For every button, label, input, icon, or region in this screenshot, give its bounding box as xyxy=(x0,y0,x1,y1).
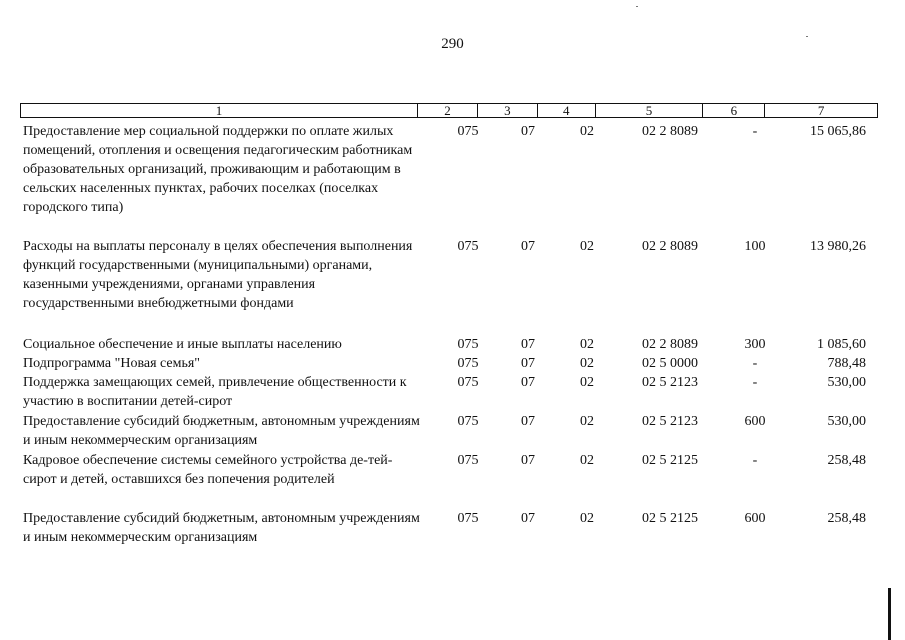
row-kbs: 075 xyxy=(457,511,479,526)
row-vr: - xyxy=(752,375,758,390)
row-prz: 02 xyxy=(580,239,594,254)
row-kbs: 075 xyxy=(457,124,479,139)
row-sum: 530,00 xyxy=(827,375,866,390)
row-prz: 02 xyxy=(580,124,594,139)
header-col-1: 1 xyxy=(21,104,418,117)
header-col-3: 3 xyxy=(478,104,538,117)
header-col-6: 6 xyxy=(703,104,765,117)
row-vr: 600 xyxy=(744,414,766,429)
page-number: 290 xyxy=(441,36,464,52)
row-vr: 600 xyxy=(744,511,766,526)
row-rz: 07 xyxy=(521,124,535,139)
scan-edge-bar xyxy=(888,588,891,640)
row-rz: 07 xyxy=(521,337,535,352)
row-vr: - xyxy=(752,356,758,371)
row-sum: 13 980,26 xyxy=(810,239,866,254)
row-name: Предоставление субсидий бюджетным, автономным учреждениям и иным некоммерческим организациям xyxy=(23,414,420,448)
row-name: Кадровое обеспечение системы семейного устройства де-тей-сирот и детей, оставшихся без попечения родителей xyxy=(23,453,393,487)
row-csr: 02 5 2125 xyxy=(642,453,698,468)
row-sum: 1 085,60 xyxy=(817,337,866,352)
header-col-4: 4 xyxy=(538,104,596,117)
row-kbs: 075 xyxy=(457,356,479,371)
row-sum: 15 065,86 xyxy=(810,124,866,139)
row-rz: 07 xyxy=(521,375,535,390)
row-rz: 07 xyxy=(521,239,535,254)
row-name: Социальное обеспечение и иные выплаты населению xyxy=(23,337,342,352)
row-name: Расходы на выплаты персоналу в целях обеспечения выполнения функций государственными (муниципальными) органами, казенными учреждениями, органами управления государственными внебюджетными фондами xyxy=(23,239,413,311)
row-kbs: 075 xyxy=(457,414,479,429)
row-csr: 02 2 8089 xyxy=(642,239,698,254)
row-sum: 258,48 xyxy=(827,511,866,526)
row-name: Предоставление мер социальной поддержки по оплате жилых помещений, отопления и освещения педагогическим работникам образовательных организаций, проживающим и работающим в сельских населенных пунктах, рабочих поселках (поселках городского типа) xyxy=(23,124,413,215)
row-name: Подпрограмма "Новая семья" xyxy=(23,356,201,371)
row-sum: 530,00 xyxy=(827,414,866,429)
row-kbs: 075 xyxy=(457,239,479,254)
row-csr: 02 5 0000 xyxy=(642,356,698,371)
row-vr: 100 xyxy=(744,239,766,254)
row-csr: 02 5 2123 xyxy=(642,414,698,429)
row-kbs: 075 xyxy=(457,453,479,468)
row-sum: 788,48 xyxy=(827,356,866,371)
table-header xyxy=(20,103,878,118)
row-name: Предоставление субсидий бюджетным, автономным учреждениям и иным некоммерческим организациям xyxy=(23,511,420,545)
row-rz: 07 xyxy=(521,453,535,468)
row-rz: 07 xyxy=(521,356,535,371)
row-rz: 07 xyxy=(521,414,535,429)
header-col-2: 2 xyxy=(418,104,478,117)
row-prz: 02 xyxy=(580,414,594,429)
row-csr: 02 5 2123 xyxy=(642,375,698,390)
scan-speck xyxy=(636,6,638,7)
row-sum: 258,48 xyxy=(827,453,866,468)
row-csr: 02 2 8089 xyxy=(642,124,698,139)
row-prz: 02 xyxy=(580,453,594,468)
row-prz: 02 xyxy=(580,511,594,526)
row-vr: - xyxy=(752,124,758,139)
row-rz: 07 xyxy=(521,511,535,526)
row-csr: 02 2 8089 xyxy=(642,337,698,352)
row-kbs: 075 xyxy=(457,375,479,390)
header-col-7: 7 xyxy=(817,103,825,118)
scan-speck xyxy=(806,36,808,37)
row-prz: 02 xyxy=(580,337,594,352)
row-prz: 02 xyxy=(580,375,594,390)
header-col-5: 5 xyxy=(596,104,704,117)
row-vr: 300 xyxy=(744,337,766,352)
row-name: Поддержка замещающих семей, привлечение общественности к участию в воспитании детей-сирот xyxy=(23,375,407,409)
row-csr: 02 5 2125 xyxy=(642,511,698,526)
row-vr: - xyxy=(752,453,758,468)
row-prz: 02 xyxy=(580,356,594,371)
row-kbs: 075 xyxy=(457,337,479,352)
